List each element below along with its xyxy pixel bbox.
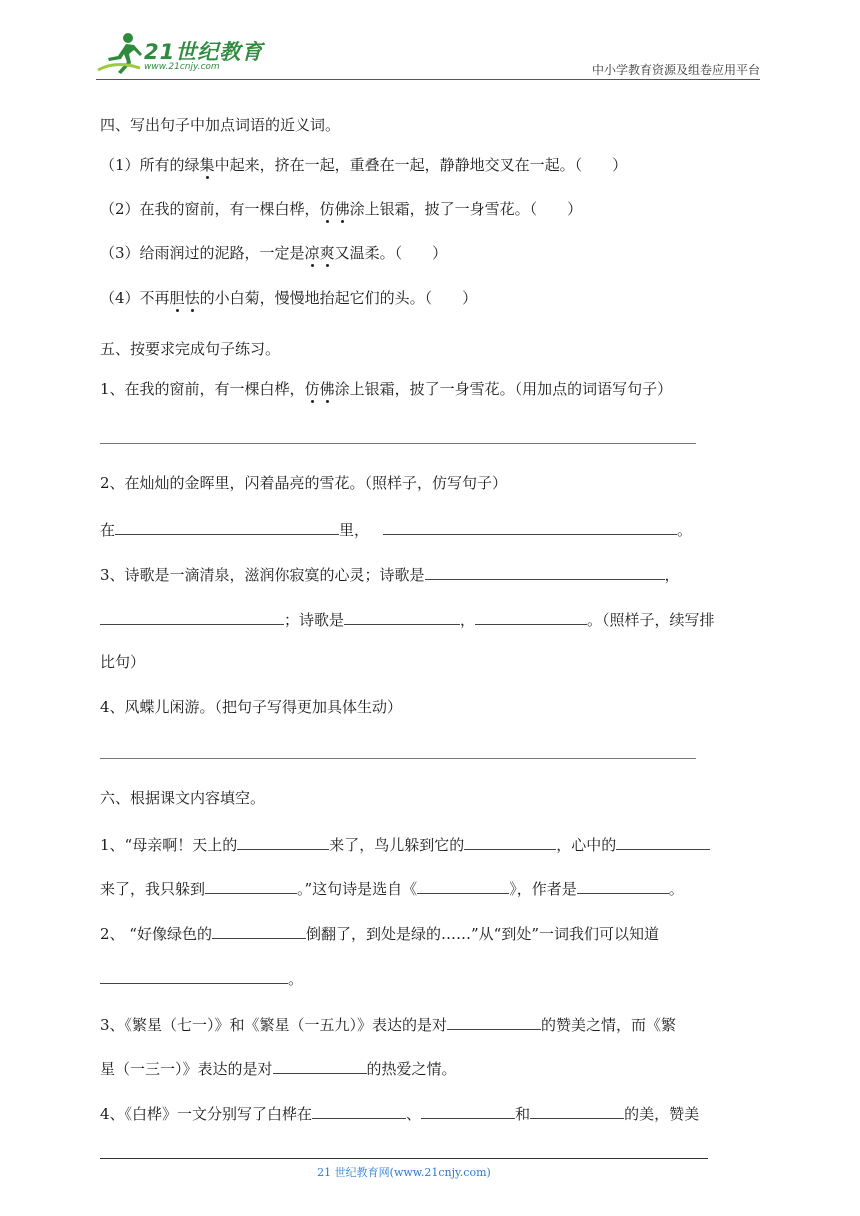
dotted-char: 爽: [319, 244, 335, 262]
q-text: 。: [288, 970, 304, 988]
answer-blank[interactable]: [421, 1102, 515, 1119]
q-text: （4）不再: [100, 289, 170, 307]
s6-question-2-cont: [100, 967, 764, 989]
q-text: 涂上银霜，披了一身雪花。（ ）: [349, 200, 583, 218]
dotted-char: 佛: [319, 380, 335, 398]
answer-blank[interactable]: [312, 1102, 406, 1119]
s5-question-3-end: 比句）: [100, 653, 146, 671]
answer-blank[interactable]: [383, 518, 677, 535]
q-text: 1、“母亲啊！天上的: [100, 836, 238, 854]
s6-question-3: [100, 1013, 764, 1035]
answer-blank[interactable]: [577, 877, 669, 894]
s5-question-3: [100, 563, 764, 585]
answer-line[interactable]: [100, 758, 696, 759]
dotted-char: 集: [199, 156, 215, 174]
q-text: 。（照样子，续写排: [587, 611, 715, 629]
q-text: ；诗歌是: [284, 611, 345, 629]
q-text: 来了，鸟儿躲到它的: [329, 836, 465, 854]
dotted-char: 仿: [304, 380, 320, 398]
s5-question-4: 4、风蝶儿闲游。（把句子写得更加具体生动）: [100, 698, 403, 716]
s4-question-3: [100, 243, 764, 263]
q-text: 、: [406, 1105, 422, 1123]
answer-blank[interactable]: [464, 833, 556, 850]
answer-blank[interactable]: [100, 608, 284, 625]
section6-title: 六、根据课文内容填空。: [100, 789, 266, 807]
s5-question-1: [100, 379, 764, 399]
s4-question-2: [100, 199, 764, 219]
answer-line[interactable]: [100, 443, 696, 444]
logo-text: 21世纪教育: [144, 40, 264, 64]
q-text: 的美，赞美: [624, 1105, 700, 1123]
answer-blank[interactable]: [205, 877, 297, 894]
answer-blank[interactable]: [273, 1057, 367, 1074]
s6-question-3-cont: [100, 1057, 764, 1079]
s4-question-4: [100, 288, 764, 308]
dotted-char: 凉: [304, 244, 320, 262]
q-text: （1）所有的绿: [100, 156, 200, 174]
s6-question-2: [100, 922, 764, 944]
q-text: 又温柔。（ ）: [334, 244, 448, 262]
q-text: 2、 “好像绿色的: [100, 925, 212, 943]
q-text: 的赞美之情，而《繁: [541, 1016, 677, 1034]
q-text: （3）给雨润过的泥路，一定是: [100, 244, 305, 262]
q-text: 倒翻了，到处是绿的……”从“到处”一词我们可以知道: [305, 925, 659, 943]
answer-blank[interactable]: [212, 922, 306, 939]
s5-question-2-fill: [100, 518, 764, 540]
q-text: 和: [515, 1105, 531, 1123]
q-text: 。”这句诗是选自《: [297, 880, 418, 898]
q-text: 1、在我的窗前，有一棵白桦，: [100, 380, 305, 398]
section4-title: 四、写出句子中加点词语的近义词。: [100, 116, 341, 134]
q-text: （2）在我的窗前，有一棵白桦，: [100, 200, 320, 218]
dotted-char: 仿: [319, 200, 335, 218]
q-text: 中: [214, 156, 230, 174]
s6-question-4: [100, 1102, 764, 1124]
answer-blank[interactable]: [344, 608, 460, 625]
answer-blank[interactable]: [417, 877, 509, 894]
answer-blank[interactable]: [115, 518, 339, 535]
section5-title: 五、按要求完成句子练习。: [100, 340, 281, 358]
dotted-char: 怯: [184, 289, 200, 307]
footer-link[interactable]: 21 世纪教育网(www.21cnjy.com): [317, 1166, 491, 1179]
page-header: [96, 28, 760, 80]
q-text: 的热爱之情。: [366, 1060, 457, 1078]
s5-question-3-cont: [100, 608, 764, 630]
s6-question-1-cont: [100, 877, 764, 899]
q-text: 里，: [339, 521, 370, 539]
q-text: ，: [664, 566, 680, 584]
dotted-char: 胆: [169, 289, 185, 307]
q-text: 4、《白桦》一文分别写了白桦在: [100, 1105, 313, 1123]
dotted-char: 佛: [334, 200, 350, 218]
q-text: 。: [677, 521, 693, 539]
platform-name: 中小学教育资源及组卷应用平台: [591, 63, 760, 77]
answer-blank[interactable]: [237, 833, 329, 850]
q-text: 。: [668, 880, 684, 898]
answer-blank[interactable]: [530, 1102, 624, 1119]
footer-divider: [100, 1158, 708, 1159]
logo-url: www.21cnjy.com: [144, 62, 220, 72]
q-text: 起来，挤在一起，重叠在一起，静静地交叉在一起。（ ）: [229, 156, 628, 174]
q-text: 》，作者是: [509, 880, 577, 898]
s6-question-1: [100, 833, 764, 855]
s5-question-2: 2、在灿灿的金晖里，闪着晶亮的雪花。（照样子，仿写句子）: [100, 474, 508, 492]
q-text: 涂上银霜，披了一身雪花。（用加点的词语写句子）: [334, 380, 673, 398]
answer-blank[interactable]: [475, 608, 587, 625]
q-text: 的小白菊，慢慢地抬起它们的头。（ ）: [199, 289, 478, 307]
q-text: 在: [100, 521, 116, 539]
s4-question-1: [100, 155, 764, 175]
q-text: ，心中的: [556, 836, 617, 854]
site-logo: [96, 28, 266, 80]
answer-blank[interactable]: [425, 563, 665, 580]
q-text: 来了，我只躲到: [100, 880, 206, 898]
q-text: 3、诗歌是一滴清泉，滋润你寂寞的心灵；诗歌是: [100, 566, 425, 584]
header-divider: [96, 79, 760, 80]
q-text: 3、《繁星（七一）》和《繁星（一五九）》表达的是对: [100, 1016, 448, 1034]
answer-blank[interactable]: [616, 833, 710, 850]
answer-blank[interactable]: [100, 967, 288, 984]
answer-blank[interactable]: [447, 1013, 541, 1030]
q-text: 星（一三一）》表达的是对: [100, 1060, 273, 1078]
runner-logo-icon: [96, 30, 146, 78]
q-text: ，: [460, 611, 476, 629]
